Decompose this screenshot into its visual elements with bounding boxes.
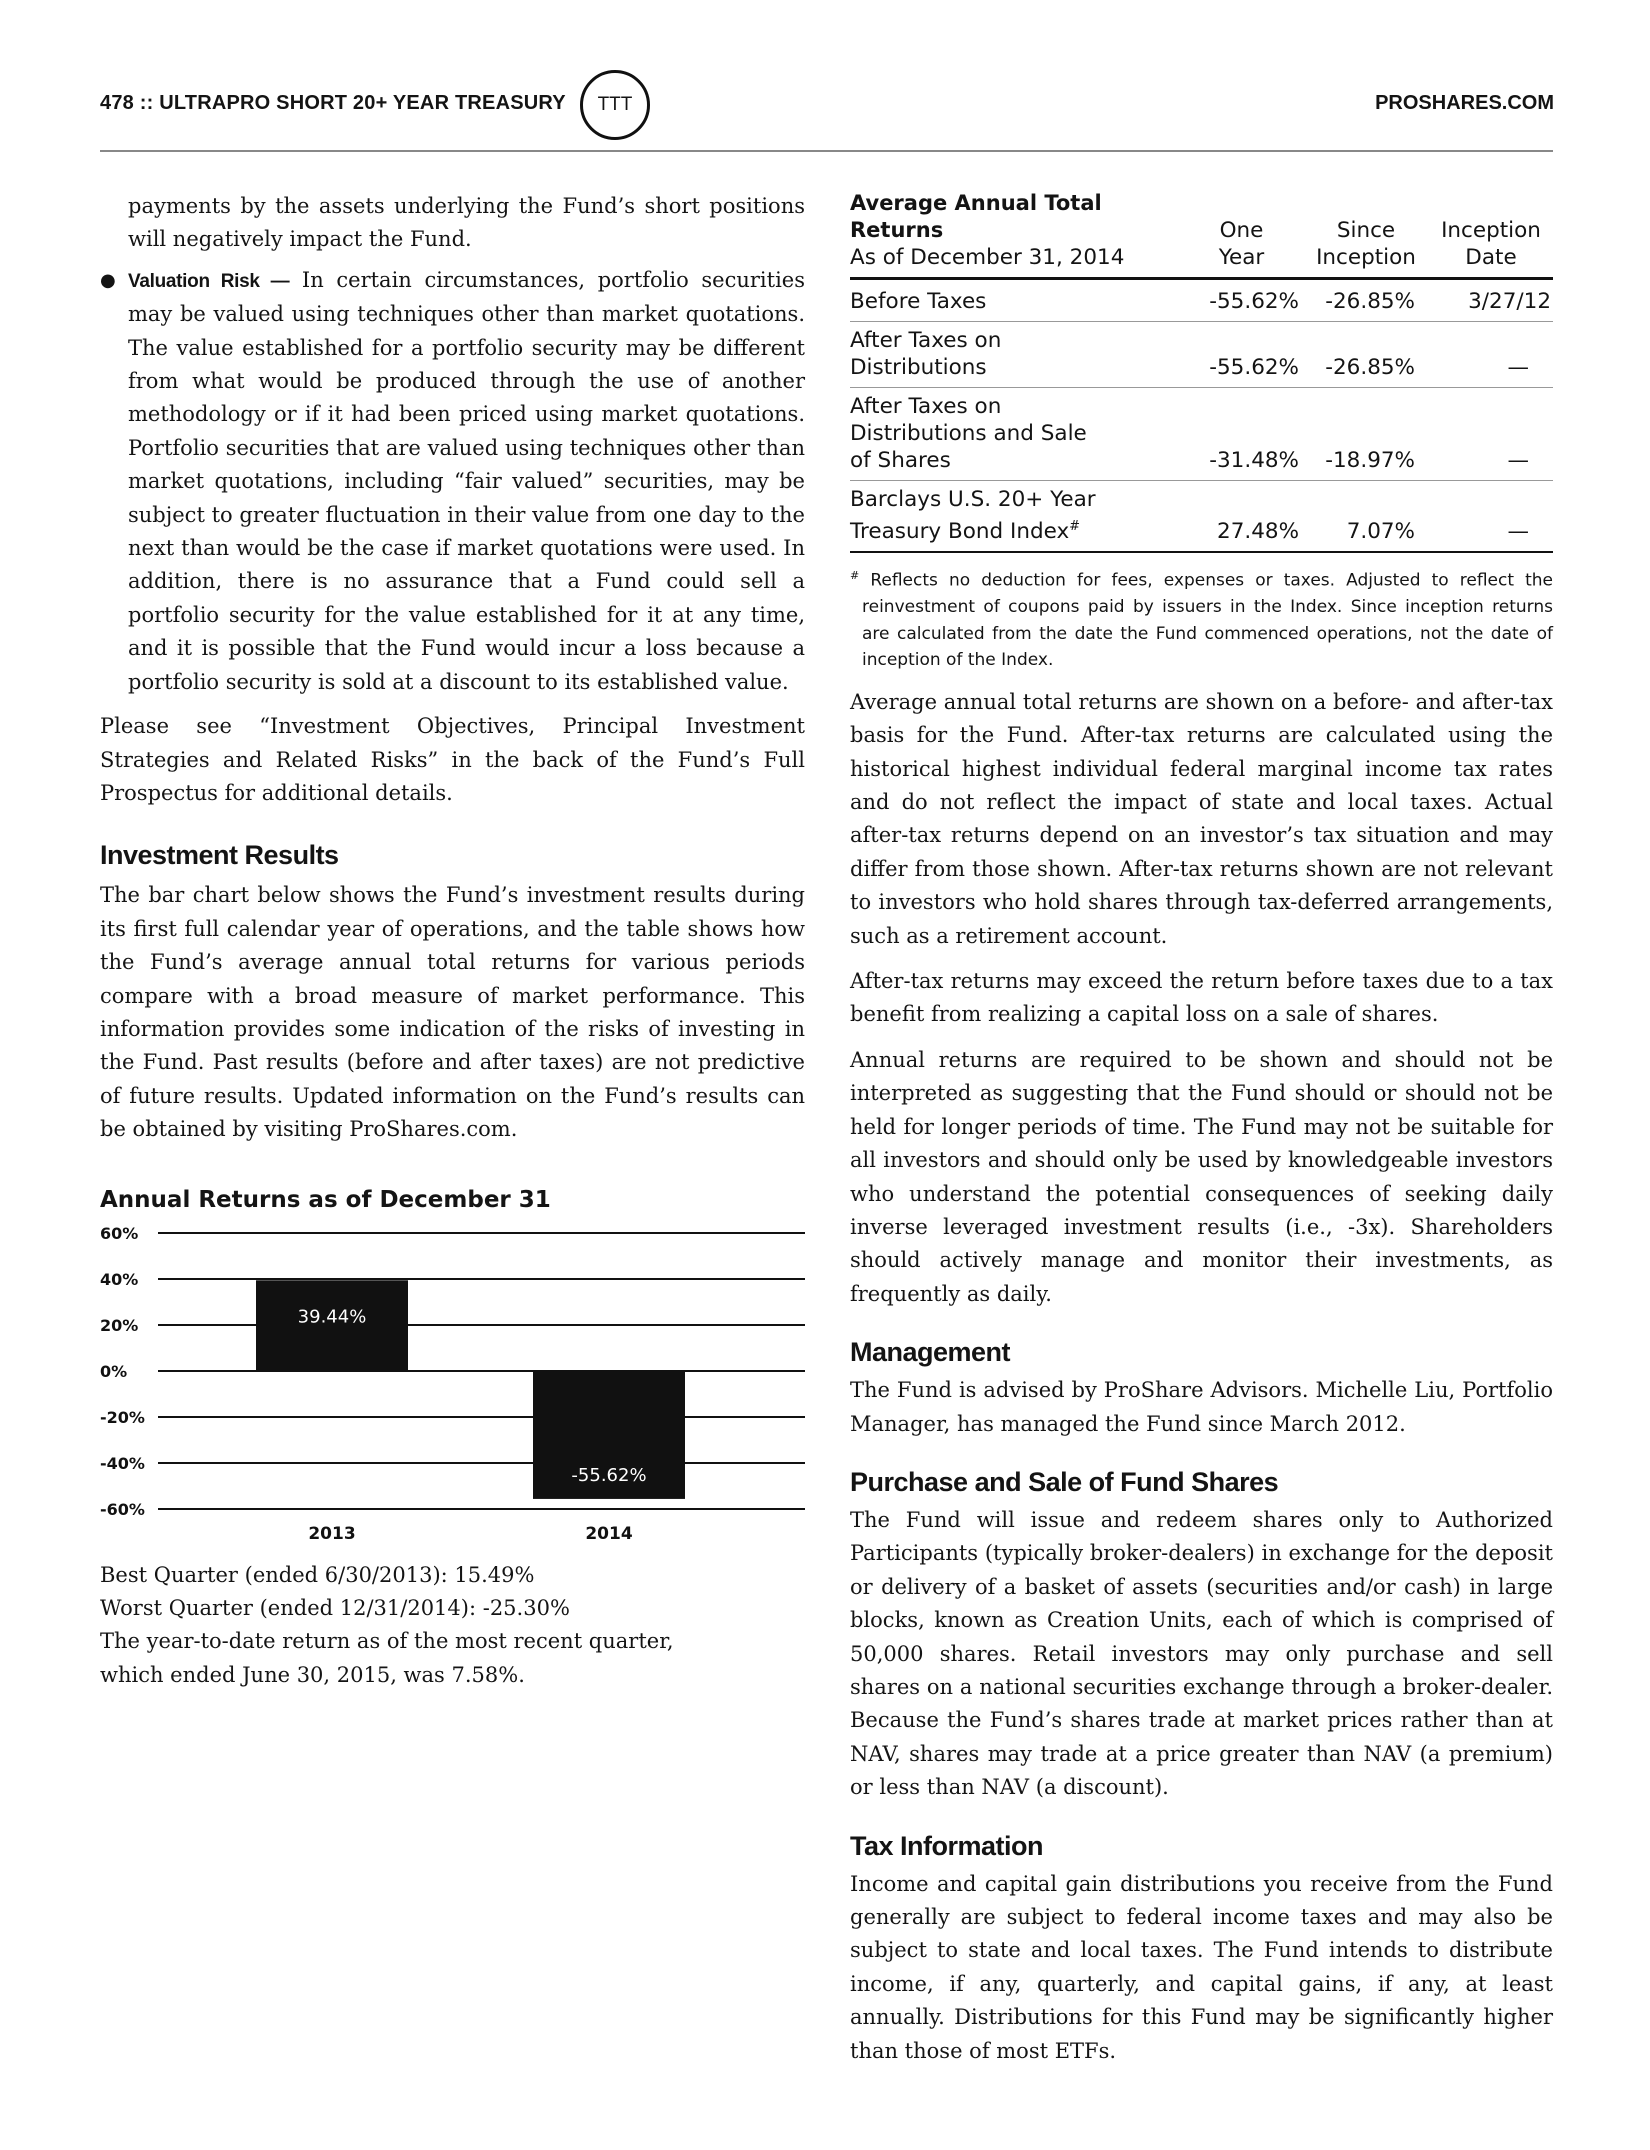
table-row (850, 481, 1553, 551)
returns-table (850, 190, 1553, 553)
row-label: After Taxes on Distributions and Sale of Shares (850, 394, 1087, 473)
bar-value-label: -55.62% (571, 1464, 647, 1486)
management-paragraph: The Fund is advised by ProShare Advisors. Michelle Liu, Portfolio Manager, has managed the Fund since March 2012. (850, 1378, 1553, 1436)
table-title: Average Annual Total Returns (850, 191, 1102, 242)
table-row (850, 388, 1553, 480)
site-url[interactable]: PROSHARES.COM (1375, 92, 1554, 114)
x-tick-label: 2013 (308, 1523, 356, 1544)
best-quarter: Best Quarter (ended 6/30/2013): 15.49% (100, 1562, 535, 1587)
bar-value-label: 39.44% (297, 1305, 367, 1327)
row-label: After Taxes on Distributions (850, 328, 1002, 380)
row-one-year: 27.48% (1217, 519, 1299, 545)
header-divider (100, 150, 1553, 152)
row-since: 7.07% (1346, 519, 1415, 545)
see-prospectus-paragraph: Please see “Investment Objectives, Principal Investment Strategies and Related Risks” in the back of the Fund’s Full Prospectus for additional details. (100, 714, 805, 805)
row-since: -18.97% (1325, 448, 1415, 473)
annual-returns-bar-chart (100, 1219, 805, 1549)
y-tick-label: -20% (100, 1407, 145, 1427)
page-header-title: 478 :: ULTRAPRO SHORT 20+ YEAR TREASURY (100, 92, 566, 114)
table-footnote: # Reflects no deduction for fees, expenses or taxes. Adjusted to reflect the reinvestment of coupons paid by issuers in the Index. Since inception returns are calculated from the date the Fund commenced operations, not the date of inception of the Index. (850, 569, 1554, 671)
row-one-year: -55.62% (1209, 355, 1299, 380)
after-tax-paragraph: Average annual total returns are shown on a before- and after-tax basis for the Fund. After-tax returns are calculated using the historical highest individual federal marginal income tax rates and do not reflect the impact of state and local taxes. Actual after-tax returns depend on an investor’s tax situation and may differ from those shown. After-tax returns shown are not relevant to investors who hold shares through tax-deferred arrangements, such as a retirement account. (850, 689, 1553, 948)
left-column (100, 190, 805, 1692)
row-date: — (1507, 355, 1529, 380)
y-tick-label: -40% (100, 1453, 145, 1473)
row-one-year: -31.48% (1209, 448, 1299, 473)
ytd-return-line2: which ended June 30, 2015, was 7.58%. (100, 1662, 525, 1687)
ytd-return-line1: The year-to-date return as of the most recent quarter, (100, 1629, 674, 1654)
right-column (850, 190, 1553, 2068)
row-one-year: -55.62% (1209, 289, 1299, 314)
management-heading: Management (850, 1337, 1011, 1368)
col-since-bottom: Inception (1316, 245, 1416, 270)
annual-returns-paragraph: Annual returns are required to be shown and should not be interpreted as suggesting that the Fund should or should not be held for longer periods of time. The Fund may not be suitable for all investors and should only be used by knowledgeable investors who understand the potential consequences of seeking daily inverse leveraged investment results (i.e., -3x). Shareholders should actively manage and monitor their investments, as frequently as daily. (850, 1047, 1553, 1306)
y-tick-label: 20% (100, 1315, 139, 1335)
col-since-top: Since (1336, 218, 1396, 243)
y-tick-label: 60% (100, 1223, 139, 1243)
worst-quarter: Worst Quarter (ended 12/31/2014): -25.30% (100, 1595, 570, 1620)
quarter-stats (100, 1559, 805, 1693)
col-date-bottom: Date (1465, 245, 1517, 270)
col-date-top: Inception (1441, 218, 1541, 243)
tax-information-paragraph: Income and capital gain distributions you receive from the Fund generally are subject to federal income taxes and may also be subject to state and local taxes. The Fund intends to distribute income, if any, quarterly, and capital gains, if any, at least annually. Distributions for this Fund may be significantly higher than those of most ETFs. (850, 1871, 1553, 2063)
table-as-of: As of December 31, 2014 (850, 245, 1125, 270)
table-row (850, 280, 1553, 321)
purchase-sale-heading: Purchase and Sale of Fund Shares (850, 1466, 1279, 1497)
bullet-icon: ● (100, 269, 116, 291)
x-tick-label: 2014 (585, 1523, 633, 1544)
col-one-year-top: One (1219, 218, 1264, 243)
row-date: — (1507, 519, 1529, 545)
row-date: 3/27/12 (1468, 289, 1551, 314)
investment-results-heading: Investment Results (100, 840, 339, 871)
row-date: — (1507, 448, 1529, 473)
tax-benefit-paragraph: After-tax returns may exceed the return before taxes due to a tax benefit from realizing a capital loss on a sale of shares. (850, 969, 1553, 1027)
valuation-risk-term: Valuation Risk — (128, 270, 290, 292)
row-since: -26.85% (1325, 355, 1415, 380)
purchase-sale-paragraph: The Fund will issue and redeem shares only to Authorized Participants (typically broker-dealers) in exchange for the deposit or delivery of a basket of assets (securities and/or cash) in large blocks, known as Creation Units, each of which is comprised of 50,000 shares. Retail investors may only purchase and sell shares on a national securities exchange through a broker-dealer. Because the Fund’s shares trade at market prices rather than at NAV, shares may trade at a price greater than NAV (a premium) or less than NAV (a discount). (850, 1507, 1553, 1800)
tax-information-heading: Tax Information (850, 1830, 1044, 1861)
investment-results-paragraph: The bar chart below shows the Fund’s investment results during its first full calendar year of operations, and the table shows how the Fund’s average annual total returns for various periods compare with a broad measure of market performance. This information provides some indication of the risks of investing in the Fund. Past results (before and after taxes) are not predictive of future results. Updated information on the Fund’s results can be obtained by visiting ProShares.com. (100, 883, 805, 1142)
chart-title: Annual Returns as of December 31 (100, 1186, 551, 1213)
continued-paragraph: payments by the assets underlying the Fund’s short positions will negatively impact the Fund. (128, 194, 805, 252)
valuation-risk-text: In certain circumstances, portfolio securities may be valued using techniques other than market quotations. The value established for a portfolio security may be different from what would be produced through the use of another methodology or if it had been priced using market quotations. Portfolio securities that are valued using techniques other than market quotations, including “fair valued” securities, may be subject to greater fluctuation in their value from one day to the next than would be the case if market quotations were used. In addition, there is no assurance that a Fund could sell a portfolio security for the value established for it at any time, and it is possible that the Fund would incur a loss because a portfolio security is sold at a discount to its established value. (128, 267, 805, 694)
col-one-year-bottom: Year (1218, 245, 1265, 270)
valuation-risk-bullet (100, 264, 805, 699)
row-label: Before Taxes (850, 289, 987, 314)
ticker-badge: TTT (580, 70, 650, 140)
y-tick-label: 40% (100, 1269, 139, 1289)
table-row (850, 322, 1553, 387)
table-bottom-rule (850, 551, 1553, 553)
y-tick-label: -60% (100, 1499, 145, 1519)
row-label: Barclays U.S. 20+ Year Treasury Bond Index# (850, 487, 1096, 545)
y-tick-label: 0% (100, 1361, 128, 1381)
row-since: -26.85% (1325, 289, 1415, 314)
